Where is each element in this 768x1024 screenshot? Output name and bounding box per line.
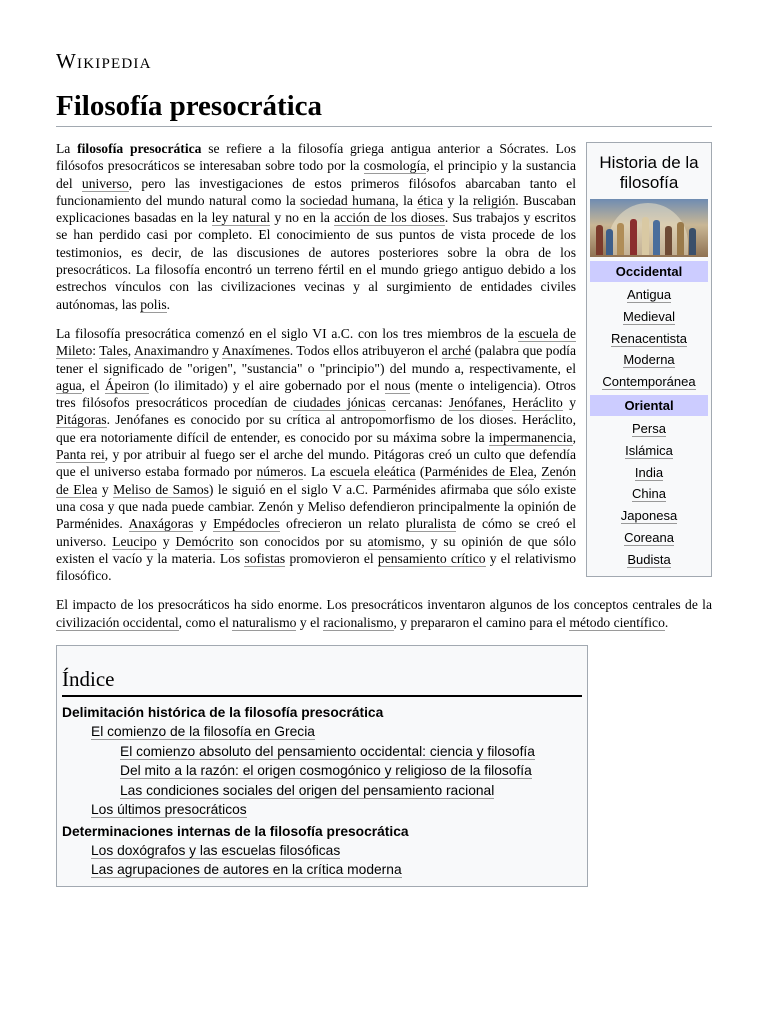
article-link[interactable]: polis <box>140 296 167 312</box>
article-link[interactable]: Anaximandro <box>133 343 209 359</box>
article-link[interactable]: Meliso de Samos <box>113 481 209 497</box>
infobox-link[interactable]: Islámica <box>625 442 673 458</box>
toc-entry[interactable]: El comienzo de la filosofía en Grecia <box>91 724 315 740</box>
infobox-title: Historia de la filosofía <box>599 153 699 192</box>
article-body <box>56 140 712 631</box>
article-link[interactable]: ciudades jónicas <box>293 395 386 411</box>
toc-entry[interactable]: Delimitación histórica de la filosofía presocrática <box>62 705 384 721</box>
article-link[interactable]: pluralista <box>405 516 457 532</box>
infobox-link[interactable]: Contemporánea <box>602 374 696 390</box>
wikipedia-wordmark[interactable]: Wikipedia <box>56 49 152 73</box>
paragraph: La filosofía presocrática se refiere a la filosofía griega antigua anterior a Sócrates. Los filósofos presocráticos se interesaban sobre todo por la cosmología, el principio y la sustancia del universo, pero las investigaciones de estos primeros filósofos abarcaban tanto el funcionamiento del mundo natural como la sociedad humana, la ética y la religión. Buscaban explicaciones basadas en la ley natural y no en la acción de los dioses. Sus trabajos y escritos se han perdido casi por completo. El conocimiento de sus puntos de vista procede de los testimonios, es decir, de las discusiones de autores posteriores sobre la obra de los presocráticos. La filosofía encontró un terreno fértil en el mundo griego antiguo debido a los estrechos vínculos con las civilizaciones vecinas y al surgimiento de entidades civiles autónomas, las polis. <box>56 141 576 312</box>
infobox-link[interactable]: India <box>634 464 664 480</box>
article-link[interactable]: números <box>256 464 304 480</box>
infobox-link[interactable]: Japonesa <box>620 508 678 524</box>
paragraph: La filosofía presocrática comenzó en el siglo VI a.C. con los tres miembros de la escuela de Mileto: Tales, Anaximandro y Anaxímenes. Todos ellos atribuyeron el arché (palabra que podía tener el significado de "origen", "sustancia" o "principio") del mundo a, respectivamente, el agua, el Ápeiron (lo ilimitado) y el aire gobernado por el nous (mente o inteligencia). Otros tres filósofos presocráticos procedían de ciudades jónicas cercanas: Jenófanes, Heráclito y Pitágoras. Jenófanes es conocido por su crítica al antropomorfismo de los dioses. Heráclito, que era notoriamente difícil de entender, es conocido por su máxima sobre la impermanencia, Panta rei, y por atribuir al fuego ser el arche del mundo. Pitágoras creó un culto que defendía que el universo estaba formado por números. La escuela eleática (Parménides de Elea, Zenón de Elea y Meliso de Samos) le siguió en el siglo V a.C. Parménides afirmaba que sólo existe una cosa y que nada puede cambiar. Zenón y Meliso defendieron principalmente la opinión de Parménides. Anaxágoras y Empédocles ofrecieron un relato pluralista de cómo se creó el universo. Leucipo y Demócrito son conocidos por su atomismo, y su opinión de que sólo existen el vacío y la materia. Los sofistas promovieron el pensamiento crítico y el relativismo filosófico. <box>56 325 577 584</box>
article-link[interactable]: escuela eleática <box>329 464 416 480</box>
infobox-link[interactable]: China <box>632 486 666 502</box>
article-link[interactable]: ley natural <box>211 210 271 226</box>
infobox-link[interactable]: Medieval <box>622 308 676 324</box>
article-link[interactable]: sofistas <box>244 550 286 566</box>
infobox-link[interactable]: Antigua <box>626 287 672 302</box>
article-link[interactable]: Tales <box>99 343 128 359</box>
toc-title: Índice <box>62 666 582 697</box>
toc-entries <box>62 703 582 880</box>
article <box>56 0 712 887</box>
article-link[interactable]: impermanencia <box>488 429 573 445</box>
article-link[interactable]: Parménides de Elea <box>424 464 534 480</box>
article-link[interactable]: Pitágoras <box>56 412 107 428</box>
infobox-link[interactable]: Renacentista <box>611 330 687 346</box>
article-link[interactable]: Anaxímenes <box>221 343 290 359</box>
infobox-link[interactable]: Moderna <box>623 352 675 368</box>
article-link[interactable]: arché <box>441 343 472 359</box>
infobox-image[interactable] <box>590 199 708 257</box>
article-link[interactable]: Anaxágoras <box>128 516 194 532</box>
article-link[interactable]: método científico <box>569 614 665 630</box>
article-link[interactable]: nous <box>384 377 411 393</box>
bold-term: filosofía presocrática <box>77 141 202 156</box>
infobox-sections <box>590 261 708 571</box>
article-link[interactable]: Heráclito <box>512 395 563 411</box>
infobox-link[interactable]: Coreana <box>624 529 674 545</box>
article-link[interactable]: ética <box>417 192 443 208</box>
article-link[interactable]: Demócrito <box>175 533 234 549</box>
toc-entry[interactable]: Las condiciones sociales del origen del pensamiento racional <box>120 782 495 798</box>
table-of-contents <box>56 645 588 887</box>
toc-entry[interactable]: Las agrupaciones de autores en la crítica moderna <box>91 862 402 878</box>
article-link[interactable]: religión <box>472 192 516 208</box>
article-link[interactable]: Ápeiron <box>104 377 150 393</box>
infobox-section-oriental: Oriental <box>590 395 708 416</box>
article-link[interactable]: civilización occidental <box>56 614 179 630</box>
article-link[interactable]: Zenón de Elea <box>56 464 576 497</box>
article-link[interactable]: acción de los dioses <box>334 210 445 226</box>
article-link[interactable]: Panta rei <box>56 447 105 463</box>
toc-entry[interactable]: Los doxógrafos y las escuelas filosóficas <box>91 842 341 858</box>
article-link[interactable]: universo <box>81 175 129 191</box>
paragraph: El impacto de los presocráticos ha sido enorme. Los presocráticos inventaron algunos de los conceptos centrales de la civilización occidental, como el naturalismo y el racionalismo, y prepararon el camino para el método científico. <box>56 597 712 630</box>
toc-entry[interactable]: Los últimos presocráticos <box>91 802 247 818</box>
article-link[interactable]: naturalismo <box>232 614 297 630</box>
infobox-link[interactable]: Persa <box>632 420 666 436</box>
toc-entry[interactable]: Determinaciones internas de la filosofía presocrática <box>62 823 409 839</box>
article-link[interactable]: atomismo <box>367 533 422 549</box>
page-title: Filosofía presocrática <box>56 89 712 127</box>
infobox-section-occidental: Occidental <box>590 261 708 282</box>
article-link[interactable]: Leucipo <box>112 533 157 549</box>
article-link[interactable]: Jenófanes <box>448 395 503 411</box>
toc-entry[interactable]: El comienzo absoluto del pensamiento occidental: ciencia y filosofía <box>120 743 535 759</box>
toc-entry[interactable]: Del mito a la razón: el origen cosmogónico y religioso de la filosofía <box>120 763 532 779</box>
article-link[interactable]: pensamiento crítico <box>377 550 486 566</box>
article-link[interactable]: Empédocles <box>213 516 280 532</box>
article-link[interactable]: agua <box>56 377 82 393</box>
article-link[interactable]: sociedad humana <box>300 192 396 208</box>
article-link[interactable]: racionalismo <box>323 614 394 630</box>
infobox-link[interactable]: Budista <box>627 551 671 567</box>
article-link[interactable]: escuela de Mileto <box>56 325 576 359</box>
article-link[interactable]: cosmología <box>363 158 427 174</box>
infobox <box>586 142 712 577</box>
